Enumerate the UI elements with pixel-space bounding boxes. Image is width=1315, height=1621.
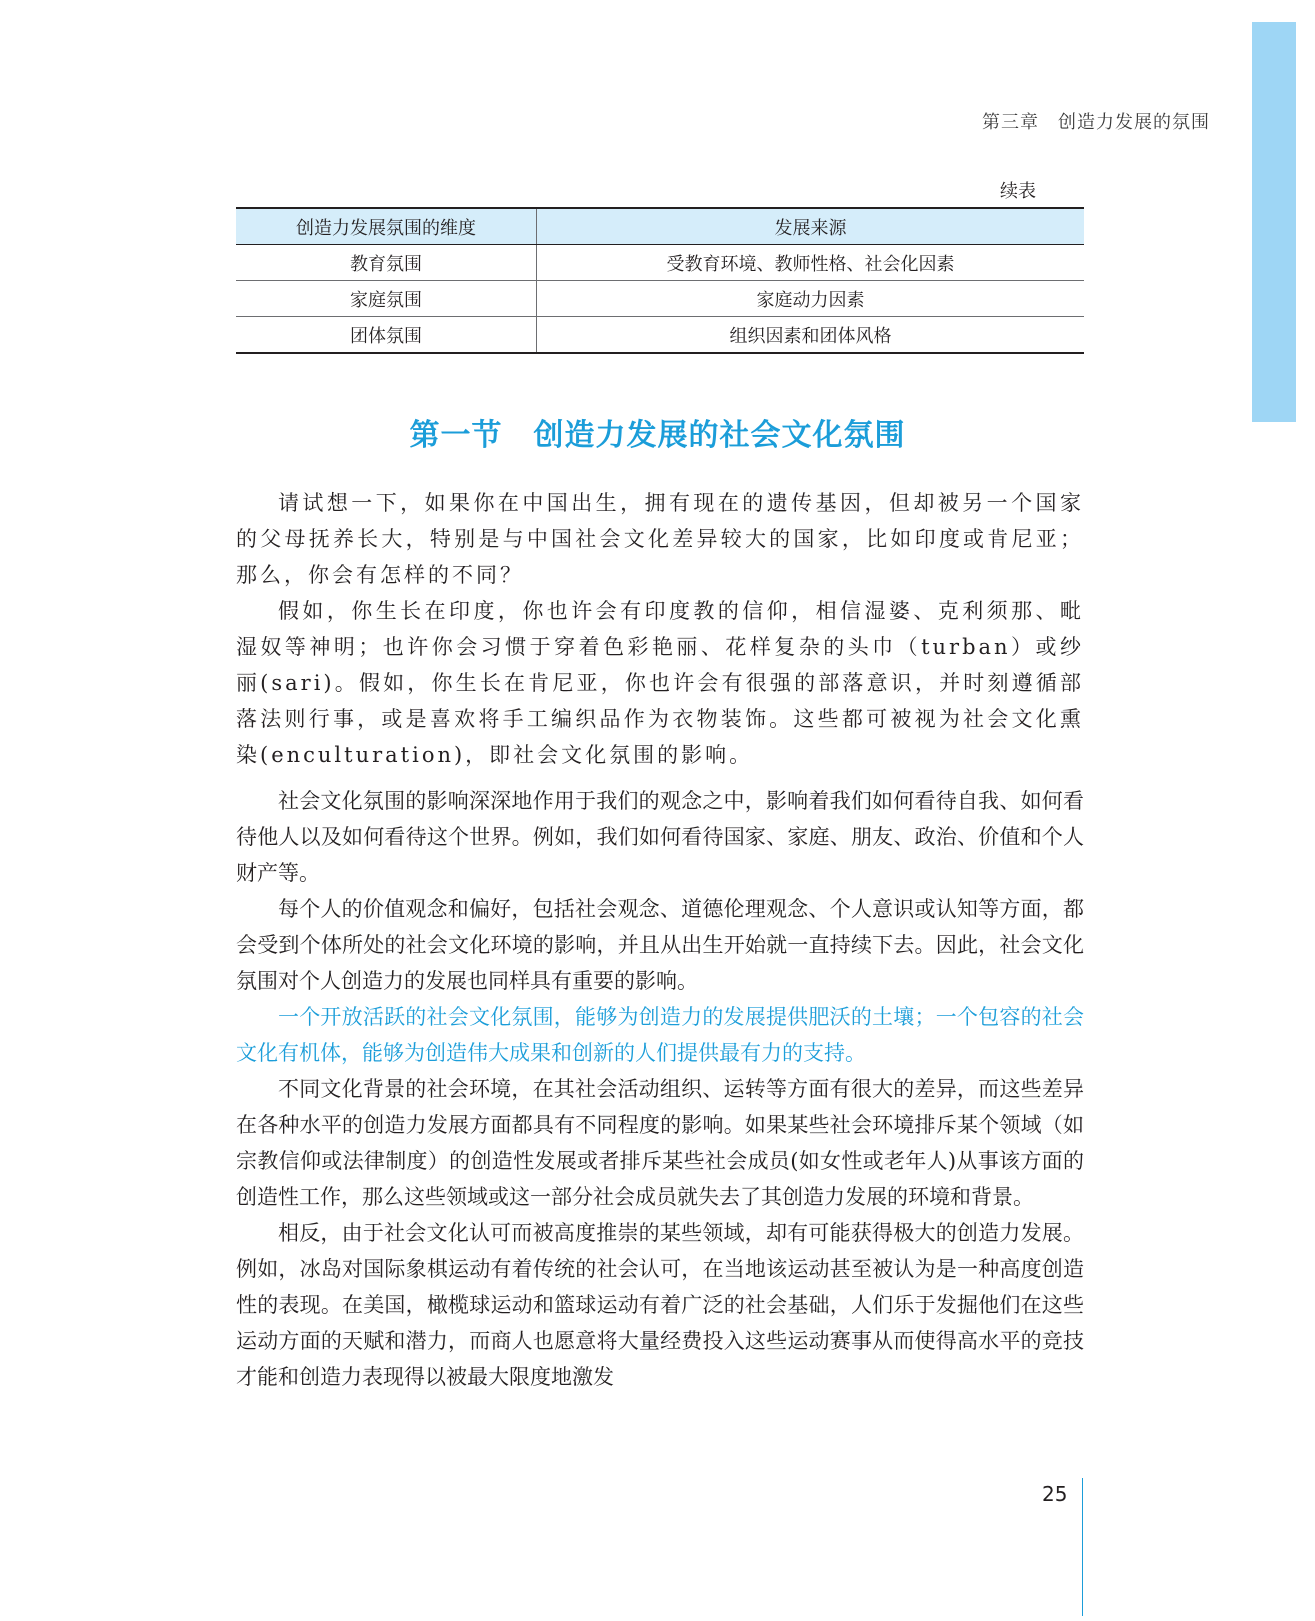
body-text <box>236 485 1084 1395</box>
table-row <box>236 317 1084 354</box>
chapter-side-tab <box>1252 22 1296 422</box>
table-header-source: 发展来源 <box>537 208 1085 245</box>
table-row <box>236 245 1084 281</box>
paragraph: 社会文化氛围的影响深深地作用于我们的观念之中，影响着我们如何看待自我、如何看待他人以及如何看待这个世界。例如，我们如何看待国家、家庭、朋友、政治、价值和个人财产等。 <box>236 789 1084 885</box>
paragraph: 请试想一下，如果你在中国出生，拥有现在的遗传基因，但却被另一个国家的父母抚养长大，特别是与中国社会文化差异较大的国家，比如印度或肯尼亚；那么，你会有怎样的不同？ <box>236 491 1084 587</box>
table-cell-dimension: 教育氛围 <box>236 245 537 281</box>
section-title: 第一节 创造力发展的社会文化氛围 <box>409 418 906 453</box>
paragraph: 不同文化背景的社会环境，在其社会活动组织、运转等方面有很大的差异，而这些差异在各种水平的创造力发展方面都具有不同程度的影响。如果某些社会环境排斥某个领域（如宗教信仰或法律制度）的创造性发展或者排斥某些社会成员(如女性或老年人)从事该方面的创造性工作，那么这些领域或这一部分社会成员就失去了其创造力发展的环境和背景。 <box>236 1077 1084 1209</box>
highlighted-paragraph: 一个开放活跃的社会文化氛围，能够为创造力的发展提供肥沃的土壤；一个包容的社会文化有机体，能够为创造伟大成果和创新的人们提供最有力的支持。 <box>236 1005 1084 1065</box>
paragraph: 每个人的价值观念和偏好，包括社会观念、道德伦理观念、个人意识或认知等方面，都会受到个体所处的社会文化环境的影响，并且从出生开始就一直持续下去。因此，社会文化氛围对个人创造力的发展也同样具有重要的影响。 <box>236 897 1084 993</box>
table-cell-dimension: 家庭氛围 <box>236 281 537 317</box>
paragraph: 假如，你生长在印度，你也许会有印度教的信仰，相信湿婆、克利须那、毗湿奴等神明；也许你会习惯于穿着色彩艳丽、花样复杂的头巾（turban）或纱丽(sari)。假如，你生长在肯尼亚，你也许会有很强的部落意识，并时刻遵循部落法则行事，或是喜欢将手工编织品作为衣物装饰。这些都可被视为社会文化熏染(enculturation)，即社会文化氛围的影响。 <box>236 599 1084 767</box>
table-header-dimension: 创造力发展氛围的维度 <box>236 208 537 245</box>
running-header: 第三章 创造力发展的氛围 <box>982 112 1210 133</box>
table-cell-source: 家庭动力因素 <box>537 281 1085 317</box>
table-cell-source: 组织因素和团体风格 <box>537 317 1085 354</box>
page-number-rule <box>1082 1478 1083 1616</box>
paragraph: 相反，由于社会文化认可而被高度推崇的某些领域，却有可能获得极大的创造力发展。例如，冰岛对国际象棋运动有着传统的社会认可，在当地该运动甚至被认为是一种高度创造性的表现。在美国，橄榄球运动和篮球运动有着广泛的社会基础，人们乐于发掘他们在这些运动方面的天赋和潜力，而商人也愿意将大量经费投入这些运动赛事从而使得高水平的竞技才能和创造力表现得以被最大限度地激发 <box>236 1221 1084 1389</box>
table-cell-dimension: 团体氛围 <box>236 317 537 354</box>
dimension-table <box>236 207 1084 354</box>
table-row <box>236 281 1084 317</box>
table-continued-label: 续表 <box>1000 181 1036 202</box>
table-header-row <box>236 208 1084 245</box>
page-number: 25 <box>1042 1482 1068 1506</box>
table-cell-source: 受教育环境、教师性格、社会化因素 <box>537 245 1085 281</box>
